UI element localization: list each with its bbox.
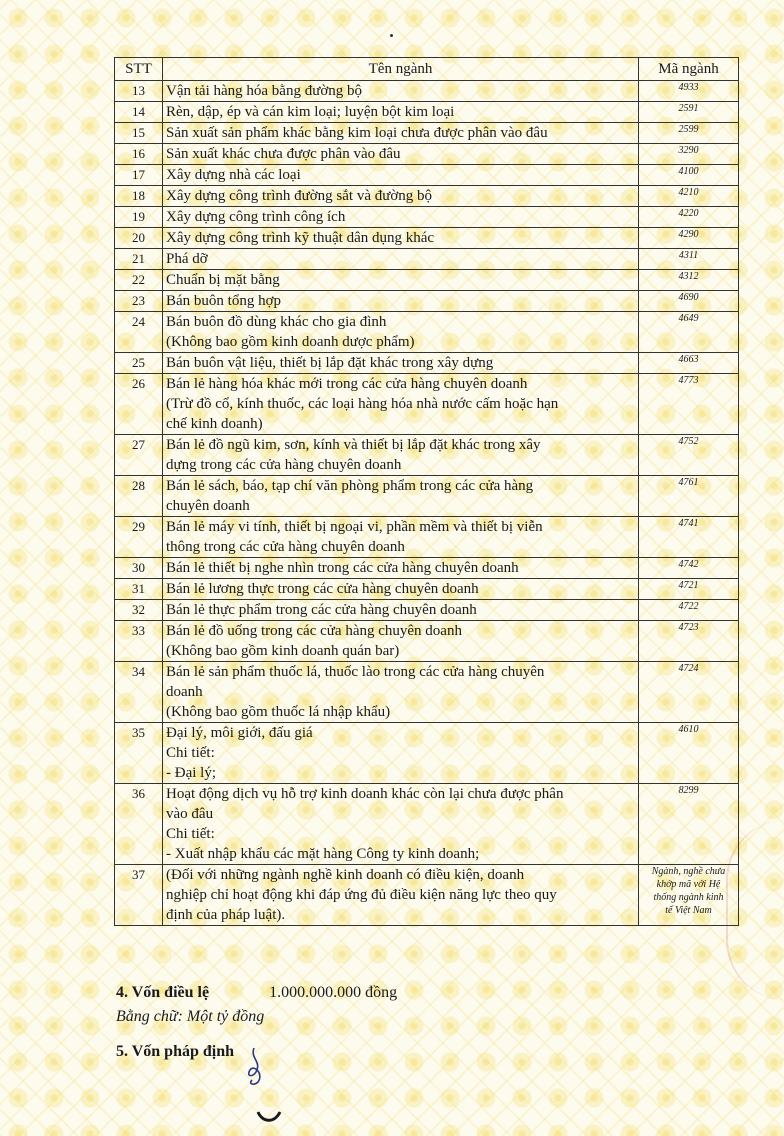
row-name-line: Hoạt động dịch vụ hỗ trợ kinh doanh khác còn lại chưa được phân <box>166 786 564 802</box>
row-name-line: Bán lẻ máy vi tính, thiết bị ngoại vi, phần mềm và thiết bị viễn <box>166 519 543 535</box>
row-stt: 22 <box>115 270 163 291</box>
table-row <box>115 186 739 207</box>
table-row <box>115 102 739 123</box>
table-row <box>115 600 739 621</box>
punch-dot <box>390 34 393 37</box>
row-name-line: - Xuất nhập khẩu các mặt hàng Công ty kinh doanh; <box>166 846 480 862</box>
row-code: 4752 <box>639 435 739 476</box>
row-code: 4724 <box>639 662 739 723</box>
row-code: 4742 <box>639 558 739 579</box>
row-name <box>163 600 639 621</box>
row-name-line: (Không bao gồm thuốc lá nhập khẩu) <box>166 704 391 720</box>
row-name <box>163 102 639 123</box>
row-name-line: Bán lẻ hàng hóa khác mới trong các cửa hàng chuyên doanh <box>166 376 528 392</box>
row-code-note-line: Ngành, nghề chưa <box>651 866 726 877</box>
row-stt: 20 <box>115 228 163 249</box>
row-name-line: Xây dựng công trình kỹ thuật dân dụng khác <box>166 230 435 246</box>
row-stt: 37 <box>115 865 163 926</box>
row-code: 4723 <box>639 621 739 662</box>
row-code-note <box>639 865 739 926</box>
charter-capital-amount: 1.000.000.000 đồng <box>269 984 398 1001</box>
row-name-line: (Không bao gồm kinh doanh quán bar) <box>166 643 400 659</box>
row-code: 4663 <box>639 353 739 374</box>
row-name-line: Bán buôn đồ dùng khác cho gia đình <box>166 314 387 330</box>
row-name-line: (Trừ đồ cổ, kính thuốc, các loại hàng hóa nhà nước cấm hoặc hạn <box>166 396 559 412</box>
row-stt: 21 <box>115 249 163 270</box>
row-name <box>163 291 639 312</box>
row-name-line: Bán lẻ đồ ngũ kim, sơn, kính và thiết bị lắp đặt khác trong xây <box>166 437 541 453</box>
row-name-line: định của pháp luật). <box>166 907 286 923</box>
table-row <box>115 476 739 517</box>
row-name-line: Bán lẻ lương thực trong các cửa hàng chuyên doanh <box>166 581 479 597</box>
handwritten-initial <box>240 1044 280 1090</box>
row-code: 3290 <box>639 144 739 165</box>
row-code: 4311 <box>639 249 739 270</box>
row-name <box>163 865 639 926</box>
row-stt: 33 <box>115 621 163 662</box>
row-stt: 24 <box>115 312 163 353</box>
charter-capital-heading: 4. Vốn điều lệ <box>116 984 210 1001</box>
row-name-line: Chi tiết: <box>166 826 215 842</box>
row-code: 2599 <box>639 123 739 144</box>
row-name <box>163 165 639 186</box>
row-name <box>163 784 639 865</box>
table-row <box>115 81 739 102</box>
row-code: 4220 <box>639 207 739 228</box>
row-name <box>163 476 639 517</box>
row-code: 4773 <box>639 374 739 435</box>
row-name <box>163 228 639 249</box>
row-name-line: Bán buôn tổng hợp <box>166 293 282 309</box>
table-row <box>115 374 739 435</box>
row-stt: 19 <box>115 207 163 228</box>
row-code-note-line: khớp mã với Hệ <box>656 879 721 890</box>
table-row <box>115 621 739 662</box>
row-name-line: (Đối với những ngành nghề kinh doanh có điều kiện, doanh <box>166 867 525 883</box>
row-name-line: chuyên doanh <box>166 498 250 514</box>
row-name-line: Vận tải hàng hóa bằng đường bộ <box>166 83 363 99</box>
row-name-line: - Đại lý; <box>166 765 216 781</box>
header-code: Mã ngành <box>639 58 739 81</box>
row-name-line: vào đâu <box>166 806 214 822</box>
row-code: 4312 <box>639 270 739 291</box>
row-stt: 31 <box>115 579 163 600</box>
row-code: 4761 <box>639 476 739 517</box>
row-code: 4721 <box>639 579 739 600</box>
row-code: 4722 <box>639 600 739 621</box>
row-stt: 14 <box>115 102 163 123</box>
row-name <box>163 207 639 228</box>
row-name-line: Xây dựng công trình công ích <box>166 209 346 225</box>
table-row <box>115 579 739 600</box>
row-name <box>163 558 639 579</box>
table-row <box>115 144 739 165</box>
row-name <box>163 517 639 558</box>
table-row <box>115 865 739 926</box>
row-stt: 36 <box>115 784 163 865</box>
row-stt: 30 <box>115 558 163 579</box>
row-name <box>163 144 639 165</box>
row-code-note-line: thống ngành kinh <box>653 892 724 903</box>
row-name <box>163 621 639 662</box>
row-name-line: Bán lẻ đồ uống trong các cửa hàng chuyên doanh <box>166 623 462 639</box>
table-row <box>115 270 739 291</box>
row-stt: 26 <box>115 374 163 435</box>
table-row <box>115 784 739 865</box>
row-name-line: Chuẩn bị mặt bằng <box>166 272 280 288</box>
row-stt: 16 <box>115 144 163 165</box>
row-name-line: Bán lẻ thực phẩm trong các cửa hàng chuyên doanh <box>166 602 477 618</box>
charter-capital-line <box>116 984 397 1002</box>
row-name <box>163 123 639 144</box>
row-code: 4649 <box>639 312 739 353</box>
row-stt: 28 <box>115 476 163 517</box>
row-stt: 17 <box>115 165 163 186</box>
business-lines-table <box>114 57 739 926</box>
row-name <box>163 186 639 207</box>
row-name-line: Chi tiết: <box>166 745 215 761</box>
table-row <box>115 517 739 558</box>
row-name-line: Sản xuất sản phẩm khác bằng kim loại chưa được phân vào đâu <box>166 125 548 141</box>
row-name-line: Sản xuất khác chưa được phân vào đâu <box>166 146 401 162</box>
row-name <box>163 723 639 784</box>
row-name <box>163 270 639 291</box>
table-row <box>115 723 739 784</box>
row-name-line: Bán lẻ thiết bị nghe nhìn trong các cửa hàng chuyên doanh <box>166 560 519 576</box>
table-row <box>115 165 739 186</box>
row-name-line: dựng trong các cửa hàng chuyên doanh <box>166 457 402 473</box>
row-name <box>163 662 639 723</box>
row-name <box>163 81 639 102</box>
row-stt: 15 <box>115 123 163 144</box>
row-name-line: Phá dỡ <box>166 251 208 267</box>
row-name-line: thông trong các cửa hàng chuyên doanh <box>166 539 405 555</box>
row-code: 4210 <box>639 186 739 207</box>
table-row <box>115 249 739 270</box>
row-name <box>163 374 639 435</box>
row-stt: 13 <box>115 81 163 102</box>
header-stt: STT <box>115 58 163 81</box>
table-row <box>115 558 739 579</box>
row-name-line: doanh <box>166 684 203 700</box>
table-row <box>115 435 739 476</box>
table-row <box>115 228 739 249</box>
row-name <box>163 312 639 353</box>
row-code: 4290 <box>639 228 739 249</box>
row-name-line: nghiệp chỉ hoạt động khi đáp ứng đủ điều kiện năng lực theo quy <box>166 887 557 903</box>
table-row <box>115 353 739 374</box>
row-stt: 35 <box>115 723 163 784</box>
charter-capital-in-words: Bằng chữ: Một tỷ đồng <box>116 1008 265 1025</box>
row-name-line: Xây dựng nhà các loại <box>166 167 301 183</box>
row-stt: 23 <box>115 291 163 312</box>
row-code-note-line: tế Việt Nam <box>665 905 712 916</box>
row-stt: 29 <box>115 517 163 558</box>
row-name <box>163 435 639 476</box>
row-name <box>163 579 639 600</box>
row-name-line: Đại lý, môi giới, đấu giá <box>166 725 313 741</box>
row-code: 2591 <box>639 102 739 123</box>
table-row <box>115 312 739 353</box>
row-name-line: Bán lẻ sách, báo, tạp chí văn phòng phẩm trong các cửa hàng <box>166 478 534 494</box>
row-name-line: chế kinh doanh) <box>166 416 263 432</box>
row-code: 4690 <box>639 291 739 312</box>
row-name-line: (Không bao gồm kinh doanh dược phẩm) <box>166 334 415 350</box>
table-row <box>115 207 739 228</box>
row-code: 8299 <box>639 784 739 865</box>
row-code: 4741 <box>639 517 739 558</box>
table-row <box>115 123 739 144</box>
legal-capital-heading: 5. Vốn pháp định <box>116 1043 234 1060</box>
table-row <box>115 291 739 312</box>
table-header-row <box>115 58 739 81</box>
row-stt: 32 <box>115 600 163 621</box>
row-name-line: Rèn, dập, ép và cán kim loại; luyện bột kim loại <box>166 104 455 120</box>
header-name: Tên ngành <box>163 58 639 81</box>
row-name <box>163 353 639 374</box>
row-name <box>163 249 639 270</box>
ink-mark <box>256 1106 284 1126</box>
row-stt: 27 <box>115 435 163 476</box>
row-stt: 34 <box>115 662 163 723</box>
table-row <box>115 662 739 723</box>
row-code: 4100 <box>639 165 739 186</box>
row-name-line: Bán lẻ sản phẩm thuốc lá, thuốc lào trong các cửa hàng chuyên <box>166 664 545 680</box>
row-stt: 25 <box>115 353 163 374</box>
row-name-line: Bán buôn vật liệu, thiết bị lắp đặt khác trong xây dựng <box>166 355 494 371</box>
row-stt: 18 <box>115 186 163 207</box>
row-code: 4933 <box>639 81 739 102</box>
row-name-line: Xây dựng công trình đường sắt và đường bộ <box>166 188 433 204</box>
row-code: 4610 <box>639 723 739 784</box>
